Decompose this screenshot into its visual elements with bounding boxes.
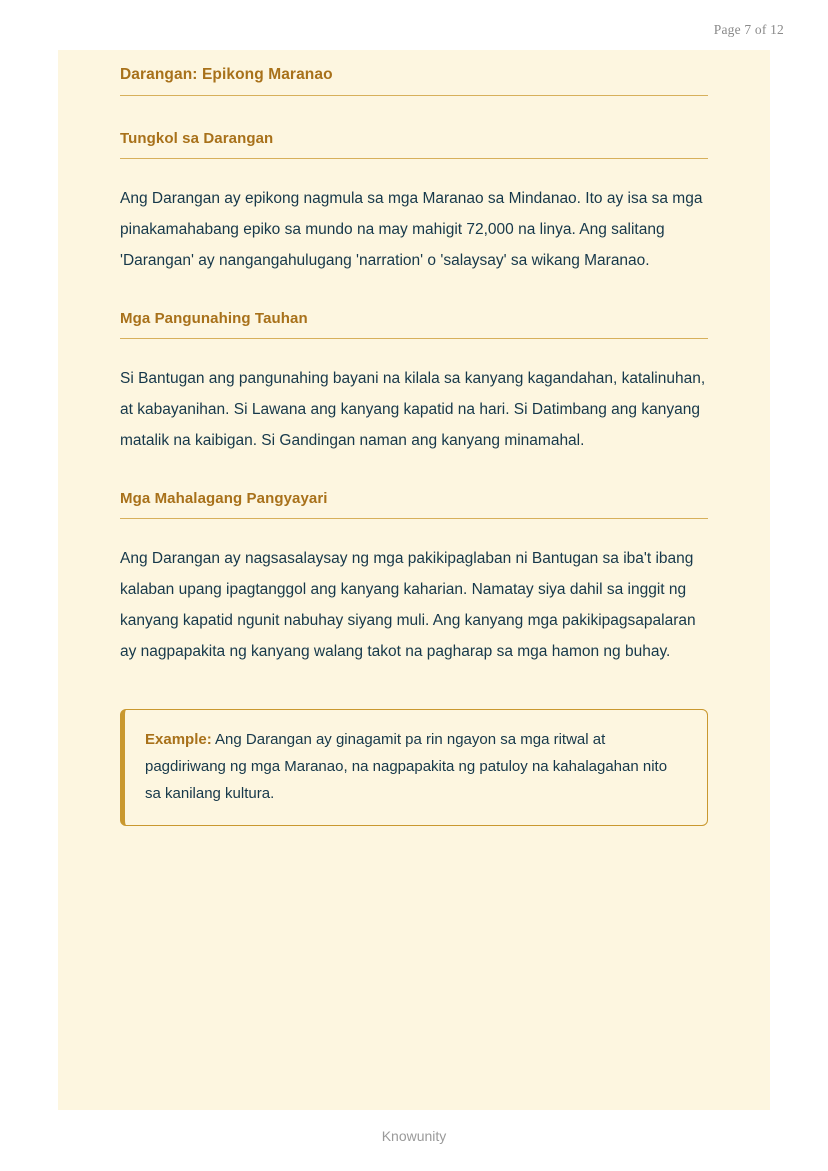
title-divider	[120, 95, 708, 96]
footer-brand: Knowunity	[381, 1128, 447, 1144]
section-divider	[120, 158, 708, 159]
section-heading: Mga Mahalagang Pangyayari	[120, 490, 328, 507]
document-sheet	[58, 50, 770, 1110]
section-body: Ang Darangan ay epikong nagmula sa mga Maranao sa Mindanao. Ito ay isa sa mga pinakamahabang epiko sa mundo na may mahigit 72,000 na linya. Ang salitang 'Darangan' ay nangangahulugang 'narration' o 'salaysay' sa wikang Maranao.	[120, 190, 703, 269]
callout-body: Ang Darangan ay ginagamit pa rin ngayon sa mga ritwal at pagdiriwang ng mga Maranao, na nagpapakita ng patuloy na kahalagahan nito sa kanilang kultura.	[145, 731, 668, 802]
section-heading: Tungkol sa Darangan	[120, 130, 274, 147]
section-divider	[120, 338, 708, 339]
section-body: Si Bantugan ang pangunahing bayani na kilala sa kanyang kagandahan, katalinuhan, at kabayanihan. Si Lawana ang kanyang kapatid na hari. Si Datimbang ang kanyang matalik na kaibigan. Si Gandingan naman ang kanyang minamahal.	[120, 370, 706, 449]
section-mga-mahalagang-pangyayari	[120, 490, 708, 667]
page-number-label: Page 7 of 12	[713, 22, 784, 37]
section-body: Ang Darangan ay nagsasalaysay ng mga pakikipaglaban ni Bantugan sa iba't ibang kalaban upang ipagtanggol ang kanyang kaharian. Namatay siya dahil sa inggit ng kanyang kapatid ngunit nabuhay siyang muli. Ang kanyang mga pakikipagsapalaran ay nagpapakita ng kanyang walang takot na pagharap sa mga hamon ng buhay.	[120, 550, 696, 660]
callout-text	[145, 726, 687, 807]
section-heading: Mga Pangunahing Tauhan	[120, 310, 308, 327]
example-callout	[120, 709, 708, 826]
section-mga-pangunahing-tauhan	[120, 310, 708, 456]
document-title: Darangan: Epikong Maranao	[120, 66, 333, 83]
callout-label: Example:	[145, 731, 212, 748]
section-divider	[120, 518, 708, 519]
section-tungkol-sa-darangan	[120, 130, 708, 276]
